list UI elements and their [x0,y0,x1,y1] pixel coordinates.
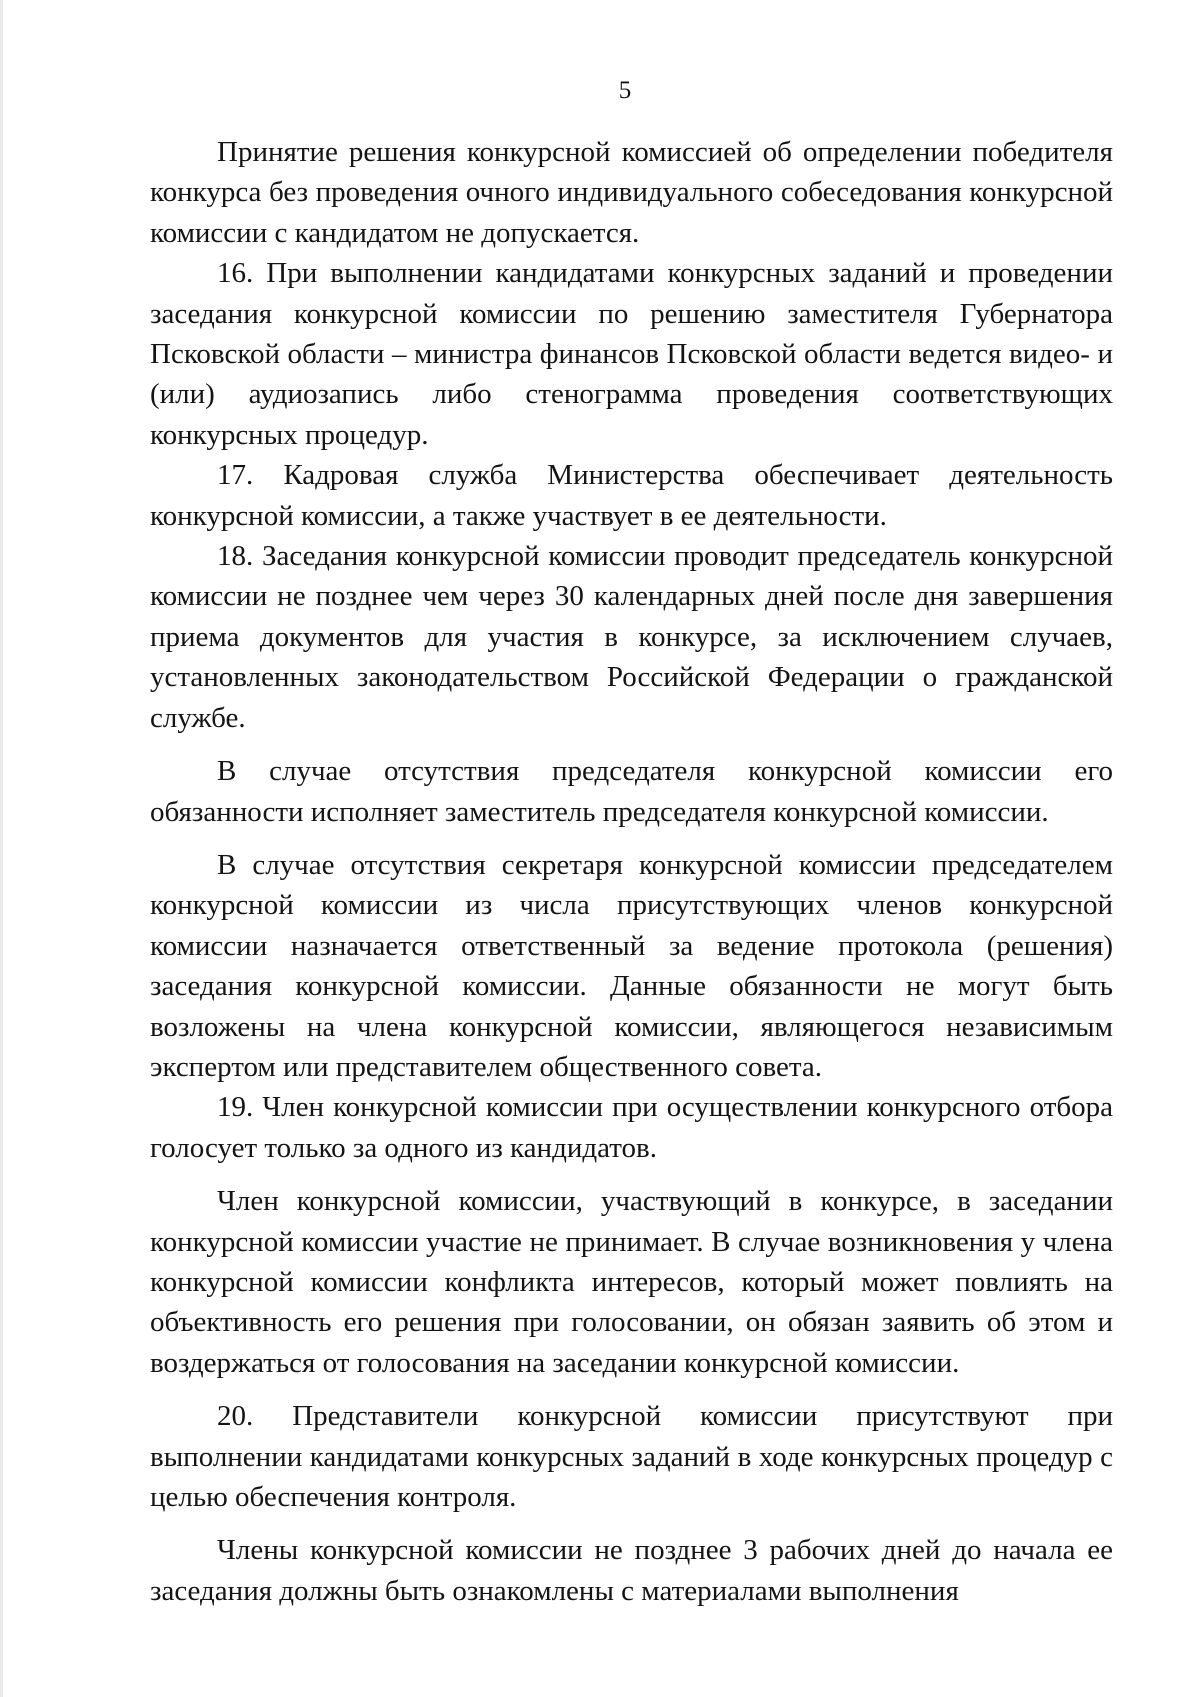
paragraph-17-hr-service: 17. Кадровая служба Министерства обеспечивает деятельность конкурсной комиссии, а также участвует в ее деятельности. [150,459,1113,532]
paragraph-conflict-of-interest: Член конкурсной комиссии, участвующий в конкурсе, в заседании конкурсной комиссии участие не принимает. В случае возникновения у члена конкурсной комиссии конфликта интересов, который может повлиять на объективность его решения при голосовании, он обязан заявить об этом и воздержаться от голосования на заседании конкурсной комиссии. [150,1185,1113,1379]
document-body [150,132,1113,1611]
paragraph-secretary-absence: В случае отсутствия секретаря конкурсной комиссии председателем конкурсной комиссии из числа присутствующих членов конкурсной комиссии назначается ответственный за ведение протокола (решения) заседания конкурсной комиссии. Данные обязанности не могут быть возложены на члена конкурсной комиссии, являющегося независимым экспертом или представителем общественного совета. [150,848,1113,1083]
paragraph-decision-without-interview: Принятие решения конкурсной комиссией об определении победителя конкурса без проведения очного индивидуального собеседования конкурсной комиссии с кандидатом не допускается. [150,136,1113,249]
paragraph-familiarization: Члены конкурсной комиссии не позднее 3 рабочих дней до начала ее заседания должны быть ознакомлены с материалами выполнения [150,1534,1113,1607]
paragraph-16-recording: 16. При выполнении кандидатами конкурсных заданий и проведении заседания конкурсной комиссии по решению заместителя Губернатора Псковской области – министра финансов Псковской области ведется видео- и (или) аудиозапись либо стенограмма проведения соответствующих конкурсных процедур. [150,257,1113,451]
paragraph-chair-absence: В случае отсутствия председателя конкурсной комиссии его обязанности исполняет заместитель председателя конкурсной комиссии. [150,755,1113,828]
paragraph-19-voting: 19. Член конкурсной комиссии при осуществлении конкурсного отбора голосует только за одного из кандидатов. [150,1091,1113,1164]
scan-edge [0,0,3,1697]
page-number: 5 [618,77,632,104]
paragraph-18-meetings: 18. Заседания конкурсной комиссии проводит председатель конкурсной комиссии не позднее чем через 30 календарных дней после дня завершения приема документов для участия в конкурсе, за исключением случаев, установленных законодательством Российской Федерации о гражданской службе. [150,540,1113,734]
paragraph-20-representatives: 20. Представители конкурсной комиссии присутствуют при выполнении кандидатами конкурсных заданий в ходе конкурсных процедур с целью обеспечения контроля. [150,1400,1113,1513]
